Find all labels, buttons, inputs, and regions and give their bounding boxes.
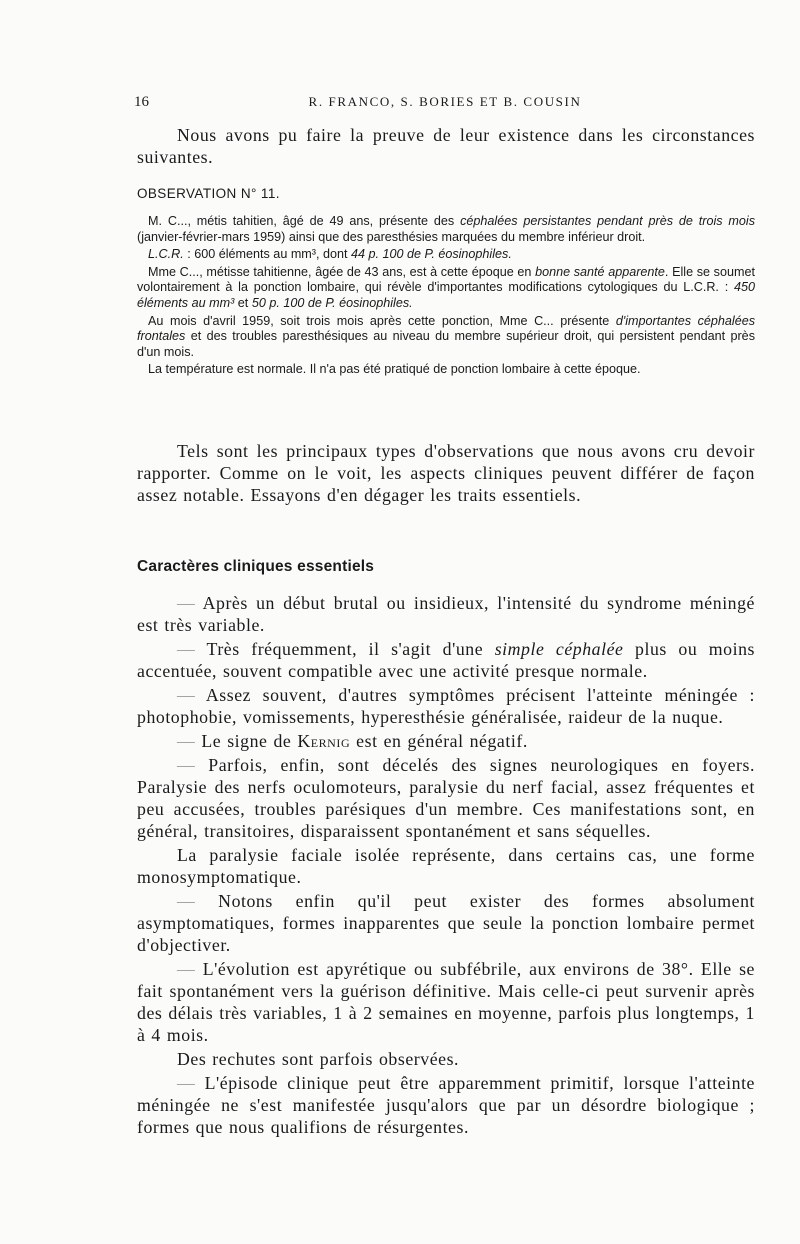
list-item: La paralysie faciale isolée représente, dans certains cas, une forme monosymptomatique. bbox=[137, 845, 755, 887]
observation-paragraph: Au mois d'avril 1959, soit trois mois après cette ponction, Mme C... présente d'importantes céphalées frontales et des troubles paresthésiques au niveau du membre supérieur droit, qui persistent pendant près d'un mois. bbox=[137, 313, 755, 359]
list-item: — Notons enfin qu'il peut exister des formes absolument asymptomatiques, formes inapparentes que seule la ponction lombaire permet d'objectiver. bbox=[137, 891, 756, 955]
list-item: — Après un début brutal ou insidieux, l'intensité du syndrome méningé est très variable. bbox=[137, 593, 756, 635]
running-title: R. FRANCO, S. BORIES ET B. COUSIN bbox=[308, 94, 582, 109]
list-item: — Assez souvent, d'autres symptômes précisent l'atteinte méningée : photophobie, vomissements, hyperesthésie généralisée, raideur de la nuque. bbox=[137, 685, 756, 727]
observation-paragraph: La température est normale. Il n'a pas été pratiqué de ponction lombaire à cette époque. bbox=[148, 362, 641, 377]
observation-title: OBSERVATION N° 11. bbox=[137, 186, 280, 201]
list-item: — Le signe de Kernig est en général négatif. bbox=[177, 731, 528, 751]
list-item: Des rechutes sont parfois observées. bbox=[177, 1049, 460, 1069]
page-number: 16 bbox=[134, 94, 149, 110]
list-item: — L'épisode clinique peut être apparemment primitif, lorsque l'atteinte méningée ne s'est manifestée jusqu'alors que par un désordre biologique ; formes que nous qualifions de résurgentes. bbox=[137, 1073, 755, 1137]
section-body bbox=[137, 592, 755, 1138]
list-item: — L'évolution est apyrétique ou subfébrile, aux environs de 38°. Elle se fait spontanément vers la guérison définitive. Mais celle-ci peut survenir après des délais très variables, 1 à 2 semaines en moyenne, parfois plus longtemps, 1 à 4 mois. bbox=[137, 959, 756, 1045]
observation-paragraph: Mme C..., métisse tahitienne, âgée de 43 ans, est à cette époque en bonne santé apparente. Elle se soumet volontairement à la ponction lombaire, qui révèle d'importantes modifications cytologiques du L.C.R. : 450 éléments au mm³ et 50 p. 100 de P. éosinophiles. bbox=[137, 264, 755, 310]
observation-paragraph: M. C..., métis tahitien, âgé de 49 ans, présente des céphalées persistantes pendant près de trois mois (janvier-février-mars 1959) ainsi que des paresthésies marquées du membre inférieur droit. bbox=[137, 214, 755, 244]
list-item: — Parfois, enfin, sont décelés des signes neurologiques en foyers. Paralysie des nerfs oculomoteurs, paralysie du nerf facial, assez fréquentes et peu accusées, troubles parésiques d'un membre. Ces manifestations sont, en général, transitoires, disparaissent spontanément et sans séquelles. bbox=[137, 755, 755, 841]
observation-paragraph: L.C.R. : 600 éléments au mm³, dont 44 p. 100 de P. éosinophiles. bbox=[148, 247, 512, 262]
page-header bbox=[134, 94, 756, 114]
list-item: — Très fréquemment, il s'agit d'une simple céphalée plus ou moins accentuée, souvent compatible avec une activité presque normale. bbox=[137, 639, 755, 681]
section-title: Caractères cliniques essentiels bbox=[137, 558, 375, 575]
observation-text bbox=[137, 214, 755, 378]
summary-paragraph: Tels sont les principaux types d'observations que nous avons cru devoir rapporter. Comme on le voit, les aspects cliniques peuvent différer de façon assez notable. Essayons d'en dégager les traits essentiels. bbox=[137, 441, 755, 505]
intro-paragraph: Nous avons pu faire la preuve de leur existence dans les circonstances suivantes. bbox=[137, 125, 755, 167]
